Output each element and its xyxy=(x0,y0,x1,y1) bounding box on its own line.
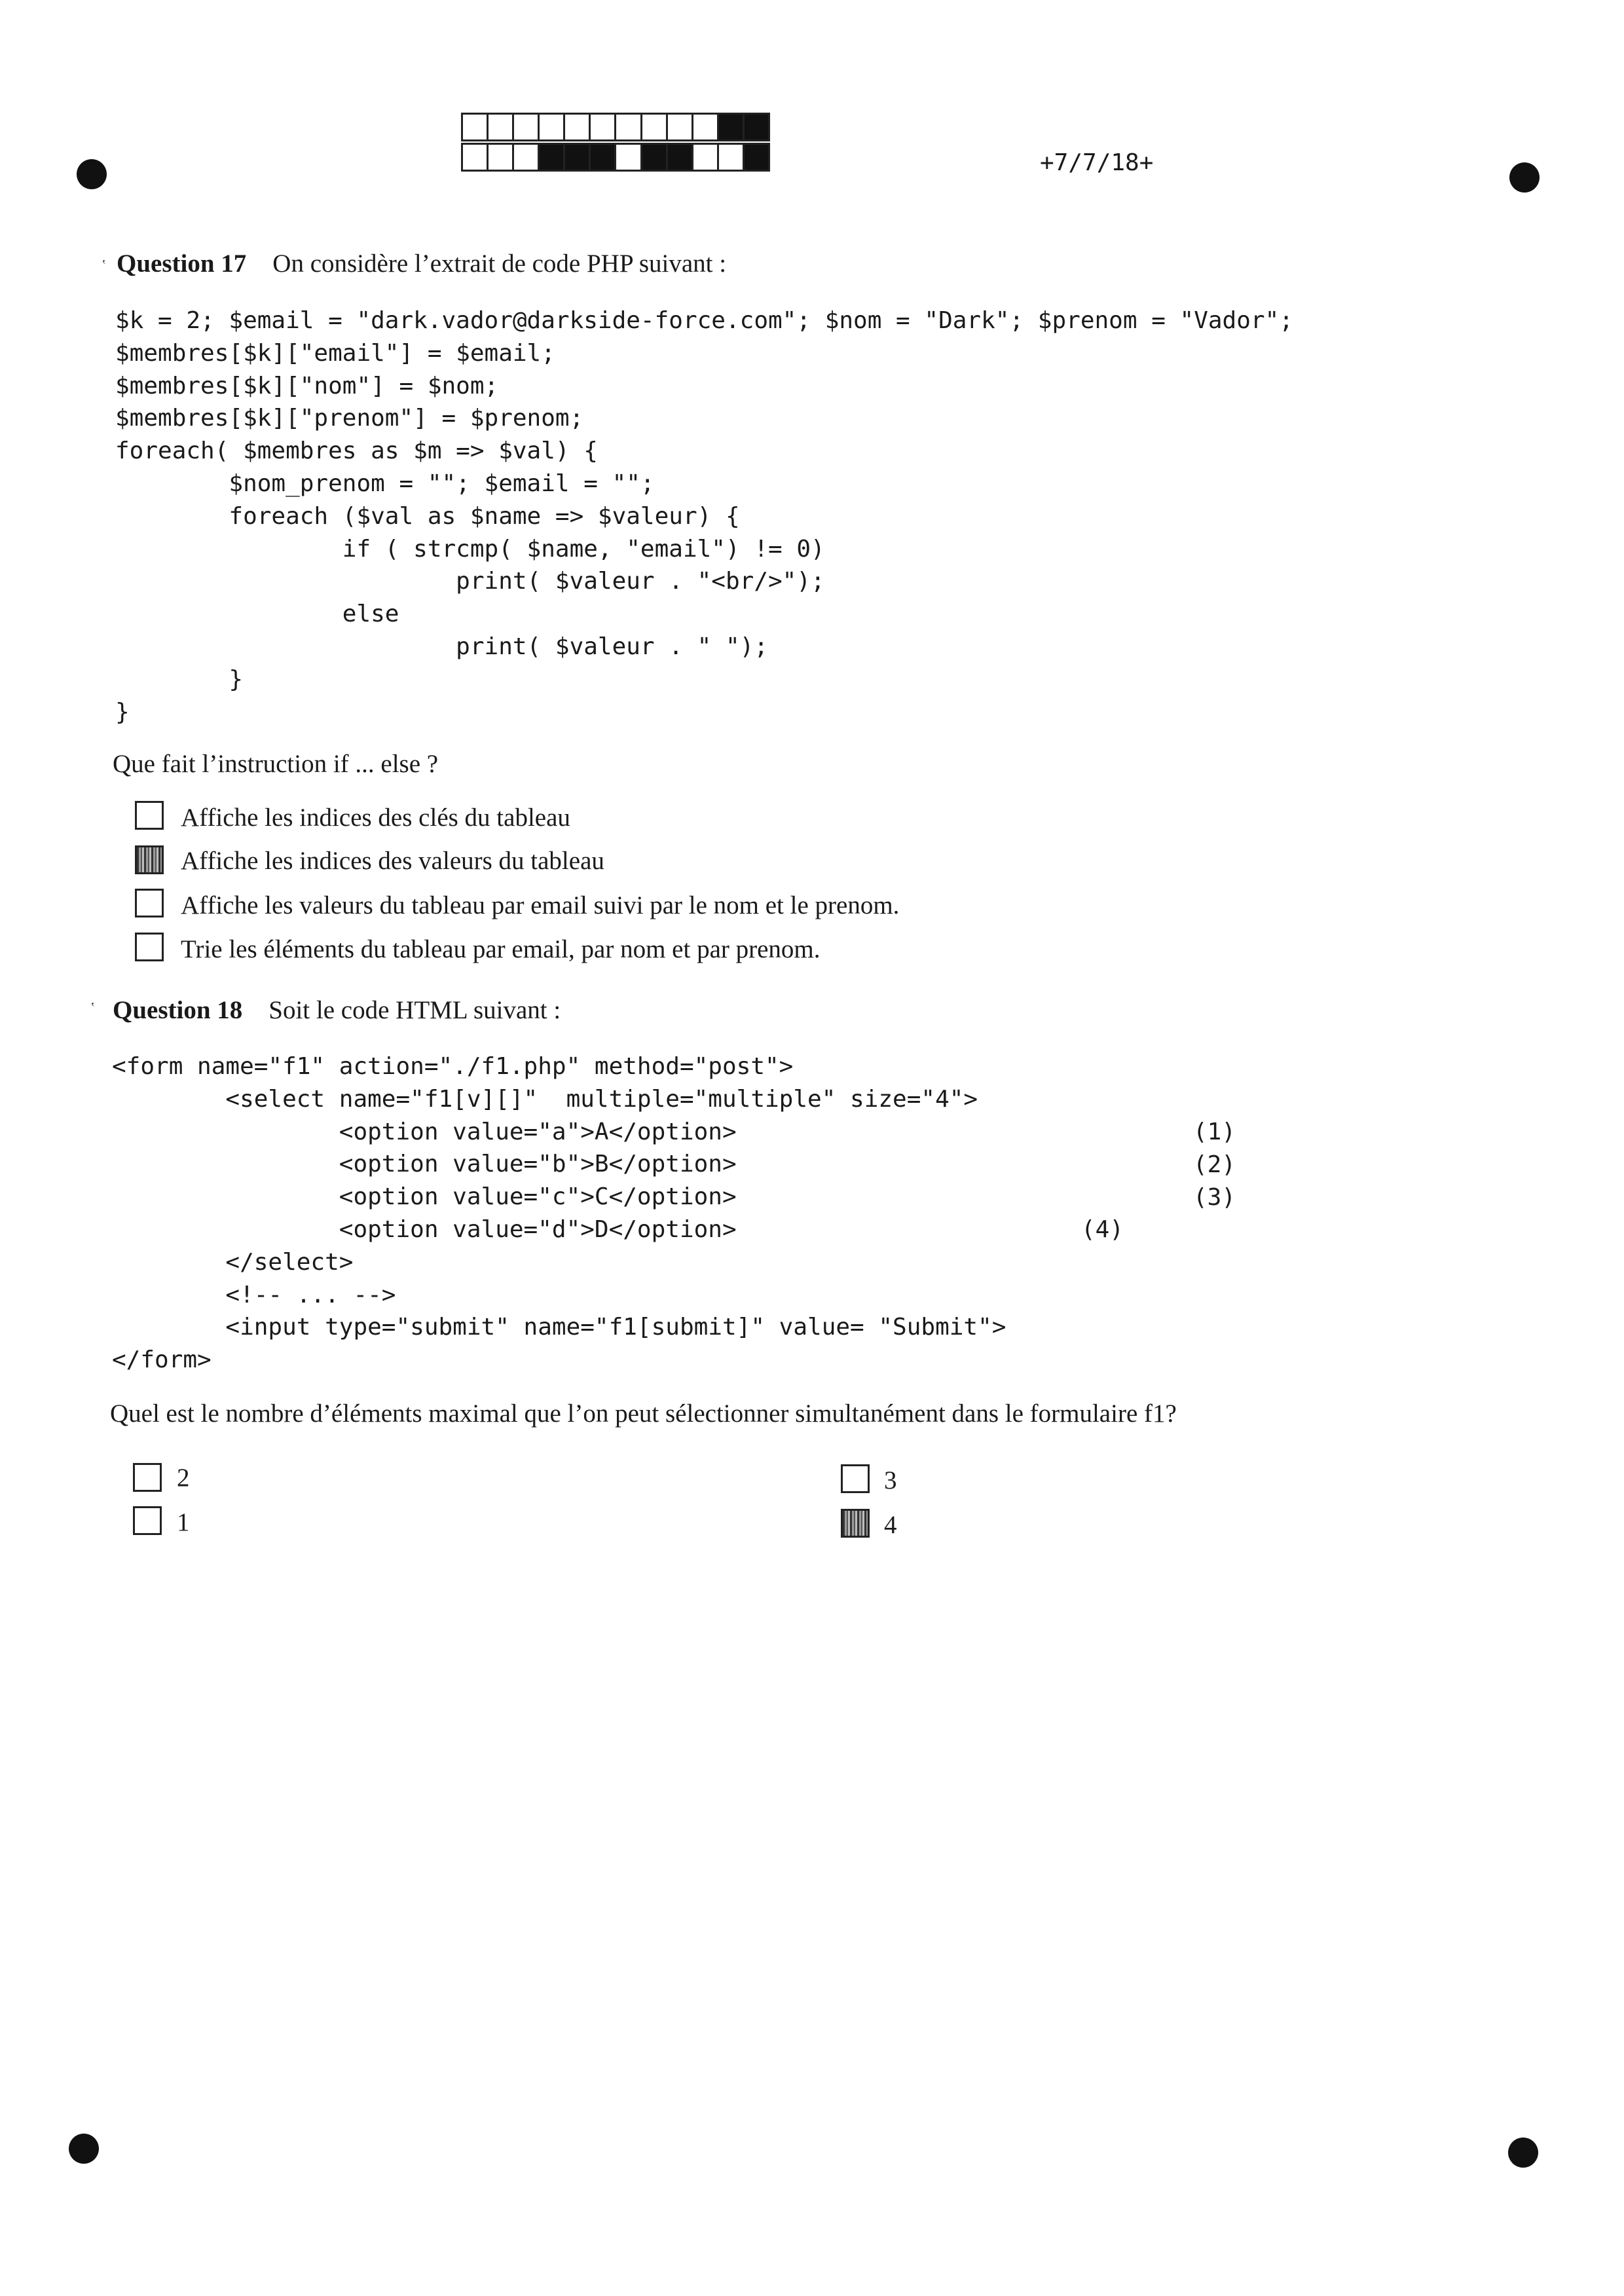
q18-answer-4-label: 4 xyxy=(884,1511,897,1539)
q18-answer-2-checkbox[interactable] xyxy=(133,1463,162,1492)
corner-mark-bottom-left xyxy=(69,2134,99,2164)
margin-tick-q18: ʽ xyxy=(90,999,96,1016)
code-line-note-1: (1) xyxy=(1193,1119,1236,1145)
code-line-note-3: (3) xyxy=(1193,1184,1236,1211)
q18-answer-3-label: 3 xyxy=(884,1466,897,1494)
question-17-header xyxy=(117,249,726,278)
q18-answer-3-checkbox[interactable] xyxy=(841,1464,870,1493)
page-code-bar-top xyxy=(461,113,770,141)
question-18-intro: Soit le code HTML suivant : xyxy=(268,996,561,1024)
q17-answer-3-checkbox[interactable] xyxy=(135,889,164,917)
question-17-code: $k = 2; $email = "dark.vador@darkside-force.com"; $nom = "Dark"; $prenom = "Vador"; $membres[$k]["email"] = $email; $membres[$k]["nom"] = $nom; $membres[$k]["prenom"] = $prenom; foreach( $membres as $m => $val) { $nom_prenom = ""; $email = ""; foreach ($val as $name => $valeur) { if ( strcmp( $name, "email") != 0) print( $valeur . "<br/>"); else print( $valeur . " "); } } xyxy=(115,307,1293,726)
page-code-bar-bottom xyxy=(461,143,770,172)
corner-mark-top-left xyxy=(77,159,107,189)
q17-answer-1-label: Affiche les indices des clés du tableau xyxy=(181,804,570,832)
question-17-prompt: Que fait l’instruction if ... else ? xyxy=(113,750,439,778)
question-17-number: Question 17 xyxy=(117,250,247,278)
q17-answer-3-label: Affiche les valeurs du tableau par email suivi par le nom et le prenom. xyxy=(181,891,900,919)
q17-answer-4-checkbox[interactable] xyxy=(135,933,164,961)
question-18-number: Question 18 xyxy=(113,996,243,1024)
question-18-prompt: Quel est le nombre d’éléments maximal que l’on peut sélectionner simultanément dans le formulaire f1? xyxy=(110,1399,1177,1428)
q17-answer-2-checkbox[interactable] xyxy=(135,845,164,874)
q18-answer-1-checkbox[interactable] xyxy=(133,1506,162,1535)
corner-mark-bottom-right xyxy=(1508,2138,1538,2168)
q17-answer-4-label: Trie les éléments du tableau par email, par nom et par prenom. xyxy=(181,935,821,963)
q18-answer-4-checkbox[interactable] xyxy=(841,1509,870,1538)
question-17-intro: On considère l’extrait de code PHP suivant : xyxy=(272,250,727,278)
question-18-header xyxy=(113,995,561,1025)
q18-answer-1-label: 1 xyxy=(177,1508,190,1536)
q18-answer-2-label: 2 xyxy=(177,1464,190,1492)
q17-answer-2-label: Affiche les indices des valeurs du tableau xyxy=(181,847,604,875)
code-line-note-4: (4) xyxy=(1081,1216,1124,1243)
corner-mark-top-right xyxy=(1509,162,1540,193)
code-line-note-2: (2) xyxy=(1193,1151,1236,1178)
page-id: +7/7/18+ xyxy=(1040,149,1154,176)
margin-tick-q17: ʽ xyxy=(101,257,107,273)
question-18-code: <form name="f1" action="./f1.php" method="post"> <select name="f1[v][]" multiple="multiple" size="4"> <option value="a">A</option> <option value="b">B</option> <option value="c">C</option> <option value="d">D</option> </select> <!-- ... --> <input type="submit" name="f1[submit]" value= "Submit"> </form> xyxy=(112,1053,1006,1374)
q17-answer-1-checkbox[interactable] xyxy=(135,801,164,830)
